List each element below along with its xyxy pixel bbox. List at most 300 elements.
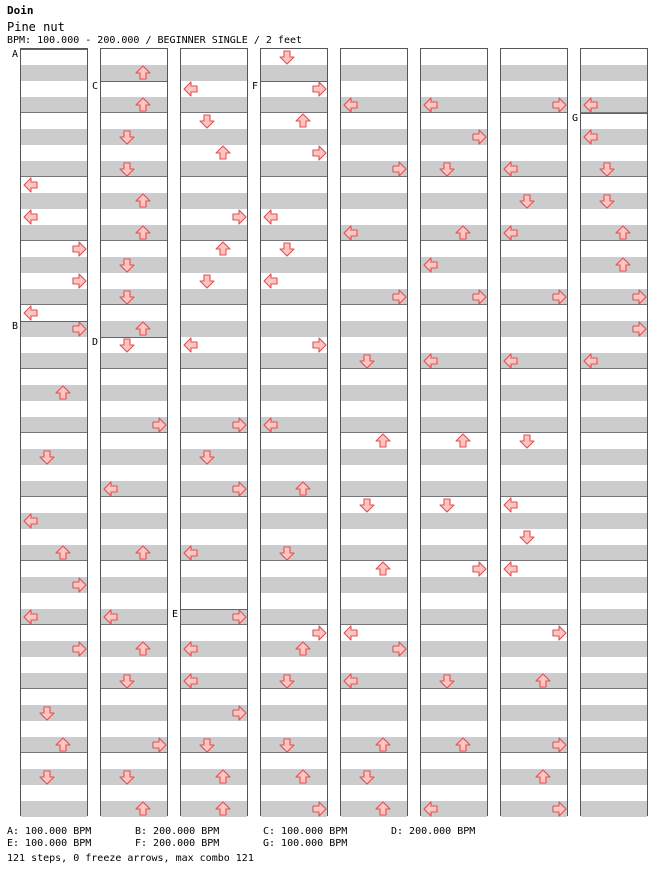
beat-band (341, 737, 407, 753)
beat-band (421, 513, 487, 529)
beat-band (21, 257, 87, 273)
up-arrow-icon (215, 801, 231, 817)
beat-band (21, 481, 87, 497)
beat-band (21, 353, 87, 369)
left-arrow-icon (23, 305, 39, 321)
beat-band (21, 225, 87, 241)
beat-band (581, 737, 647, 753)
up-arrow-icon (295, 113, 311, 129)
left-arrow-icon (423, 257, 439, 273)
up-arrow-icon (455, 225, 471, 241)
left-arrow-icon (503, 497, 519, 513)
measure-line (21, 112, 87, 113)
beat-band (261, 481, 327, 497)
right-arrow-icon (551, 737, 567, 753)
right-arrow-icon (311, 145, 327, 161)
up-arrow-icon (295, 769, 311, 785)
measure-line (101, 560, 167, 561)
up-arrow-icon (375, 801, 391, 817)
down-arrow-icon (279, 241, 295, 257)
beat-band (581, 577, 647, 593)
beat-band (581, 481, 647, 497)
up-arrow-icon (135, 193, 151, 209)
beat-band (501, 673, 567, 689)
measure-line (341, 432, 407, 433)
step-summary: 121 steps, 0 freeze arrows, max combo 121 (7, 853, 254, 864)
beat-band (101, 513, 167, 529)
measure-line (581, 560, 647, 561)
right-arrow-icon (471, 289, 487, 305)
artist-name: Doin (7, 4, 34, 17)
beat-band (501, 577, 567, 593)
beat-band (341, 321, 407, 337)
beat-band (261, 257, 327, 273)
up-arrow-icon (215, 241, 231, 257)
beat-band (101, 385, 167, 401)
beat-band (181, 513, 247, 529)
beat-band (421, 385, 487, 401)
beat-band (501, 769, 567, 785)
bpm-change-line (581, 113, 647, 114)
beat-band (101, 801, 167, 817)
right-arrow-icon (631, 289, 647, 305)
down-arrow-icon (439, 673, 455, 689)
up-arrow-icon (215, 769, 231, 785)
down-arrow-icon (279, 737, 295, 753)
left-arrow-icon (183, 641, 199, 657)
left-arrow-icon (503, 353, 519, 369)
down-arrow-icon (39, 449, 55, 465)
beat-band (501, 609, 567, 625)
beat-band (581, 449, 647, 465)
up-arrow-icon (135, 641, 151, 657)
beat-band (261, 609, 327, 625)
left-arrow-icon (23, 609, 39, 625)
beat-band (21, 289, 87, 305)
beat-band (581, 705, 647, 721)
up-arrow-icon (135, 801, 151, 817)
beat-band (421, 545, 487, 561)
right-arrow-icon (71, 241, 87, 257)
beat-band (261, 353, 327, 369)
right-arrow-icon (391, 289, 407, 305)
up-arrow-icon (55, 545, 71, 561)
up-arrow-icon (135, 97, 151, 113)
beat-band (261, 161, 327, 177)
beat-band (501, 417, 567, 433)
down-arrow-icon (119, 289, 135, 305)
left-arrow-icon (423, 801, 439, 817)
left-arrow-icon (263, 209, 279, 225)
bpm-legend-item: E: 100.000 BPM (7, 838, 92, 849)
beat-band (581, 513, 647, 529)
measure-line (581, 624, 647, 625)
bpm-change-label: D (92, 337, 99, 348)
beat-band (101, 449, 167, 465)
right-arrow-icon (631, 321, 647, 337)
beat-band (421, 481, 487, 497)
down-arrow-icon (439, 161, 455, 177)
beat-band (501, 705, 567, 721)
left-arrow-icon (583, 97, 599, 113)
bpm-change-label: F (252, 81, 259, 92)
beat-band (581, 65, 647, 81)
left-arrow-icon (263, 273, 279, 289)
left-arrow-icon (423, 353, 439, 369)
down-arrow-icon (519, 193, 535, 209)
beat-band (21, 545, 87, 561)
beat-band (21, 673, 87, 689)
up-arrow-icon (615, 225, 631, 241)
down-arrow-icon (599, 161, 615, 177)
beat-band (421, 641, 487, 657)
up-arrow-icon (295, 481, 311, 497)
left-arrow-icon (343, 673, 359, 689)
beat-band (181, 385, 247, 401)
beat-band (421, 609, 487, 625)
down-arrow-icon (119, 129, 135, 145)
beat-band (581, 801, 647, 817)
beat-band (341, 801, 407, 817)
measure-line (21, 432, 87, 433)
measure-line (421, 240, 487, 241)
beat-band (181, 801, 247, 817)
left-arrow-icon (183, 673, 199, 689)
right-arrow-icon (231, 417, 247, 433)
right-arrow-icon (551, 801, 567, 817)
beat-band (581, 641, 647, 657)
down-arrow-icon (119, 257, 135, 273)
measure-line (21, 496, 87, 497)
left-arrow-icon (23, 209, 39, 225)
down-arrow-icon (39, 705, 55, 721)
bpm-change-label: G (572, 113, 579, 124)
right-arrow-icon (471, 129, 487, 145)
beat-band (181, 97, 247, 113)
beat-band (261, 97, 327, 113)
left-arrow-icon (23, 177, 39, 193)
down-arrow-icon (119, 673, 135, 689)
bpm-legend-item: G: 100.000 BPM (263, 838, 348, 849)
beat-band (261, 641, 327, 657)
beat-band (181, 65, 247, 81)
measure-line (101, 112, 167, 113)
left-arrow-icon (503, 225, 519, 241)
measure-line (21, 560, 87, 561)
up-arrow-icon (215, 145, 231, 161)
beat-band (501, 641, 567, 657)
left-arrow-icon (503, 561, 519, 577)
measure-line (21, 752, 87, 753)
left-arrow-icon (343, 625, 359, 641)
beat-band (581, 417, 647, 433)
bpm-legend-item: A: 100.000 BPM (7, 826, 92, 837)
beat-band (501, 321, 567, 337)
measure-line (101, 368, 167, 369)
beat-band (101, 353, 167, 369)
right-arrow-icon (311, 81, 327, 97)
measure-line (501, 688, 567, 689)
beat-band (261, 289, 327, 305)
measure-line (21, 368, 87, 369)
up-arrow-icon (535, 673, 551, 689)
down-arrow-icon (39, 769, 55, 785)
right-arrow-icon (71, 321, 87, 337)
chart-column-3 (172, 48, 248, 816)
beat-band (261, 449, 327, 465)
measure-line (181, 240, 247, 241)
bpm-change-label: A (12, 49, 19, 60)
up-arrow-icon (375, 561, 391, 577)
down-arrow-icon (599, 193, 615, 209)
beat-band (501, 65, 567, 81)
right-arrow-icon (231, 609, 247, 625)
beat-band (341, 609, 407, 625)
bpm-legend-item: D: 200.000 BPM (391, 826, 476, 837)
beat-band (341, 545, 407, 561)
measure-line (181, 176, 247, 177)
up-arrow-icon (455, 737, 471, 753)
beat-band (101, 225, 167, 241)
down-arrow-icon (119, 337, 135, 353)
measure-line (581, 688, 647, 689)
up-arrow-icon (535, 769, 551, 785)
down-arrow-icon (199, 449, 215, 465)
right-arrow-icon (311, 801, 327, 817)
up-arrow-icon (135, 225, 151, 241)
beat-band (341, 705, 407, 721)
chart-column-7 (500, 48, 568, 816)
up-arrow-icon (455, 433, 471, 449)
beat-band (101, 97, 167, 113)
beat-band (501, 257, 567, 273)
beat-band (21, 65, 87, 81)
beat-band (341, 129, 407, 145)
beat-band (101, 641, 167, 657)
chart-column-8 (572, 48, 648, 816)
beat-band (181, 193, 247, 209)
beat-band (261, 513, 327, 529)
beat-band (341, 417, 407, 433)
left-arrow-icon (583, 129, 599, 145)
left-arrow-icon (183, 337, 199, 353)
beat-band (501, 385, 567, 401)
bpm-change-label: C (92, 81, 99, 92)
right-arrow-icon (551, 289, 567, 305)
beat-band (421, 321, 487, 337)
beat-band (581, 769, 647, 785)
beat-band (341, 481, 407, 497)
right-arrow-icon (231, 209, 247, 225)
beat-band (21, 161, 87, 177)
beat-band (341, 65, 407, 81)
right-arrow-icon (471, 561, 487, 577)
down-arrow-icon (359, 353, 375, 369)
beat-band (261, 225, 327, 241)
up-arrow-icon (615, 257, 631, 273)
bpm-change-line (21, 49, 87, 50)
down-arrow-icon (439, 497, 455, 513)
measure-line (341, 560, 407, 561)
down-arrow-icon (199, 113, 215, 129)
beat-band (261, 769, 327, 785)
beat-band (501, 513, 567, 529)
beat-band (341, 257, 407, 273)
beat-band (421, 705, 487, 721)
beat-band (421, 65, 487, 81)
beat-band (21, 417, 87, 433)
beat-band (21, 801, 87, 817)
bpm-legend-item: F: 200.000 BPM (135, 838, 220, 849)
right-arrow-icon (391, 641, 407, 657)
beat-band (181, 225, 247, 241)
measure-line (581, 240, 647, 241)
bpm-change-label: B (12, 321, 19, 332)
down-arrow-icon (519, 433, 535, 449)
beat-band (581, 545, 647, 561)
left-arrow-icon (263, 417, 279, 433)
chart-info: BPM: 100.000 - 200.000 / BEGINNER SINGLE / 2 feet (7, 35, 303, 46)
beat-band (181, 769, 247, 785)
beat-band (421, 417, 487, 433)
measure-line (261, 176, 327, 177)
beat-band (181, 577, 247, 593)
beat-band (101, 545, 167, 561)
measure-line (261, 112, 327, 113)
beat-band (181, 161, 247, 177)
beat-band (101, 321, 167, 337)
chart-column-1 (12, 48, 88, 816)
right-arrow-icon (391, 161, 407, 177)
measure-line (421, 624, 487, 625)
up-arrow-icon (55, 385, 71, 401)
right-arrow-icon (71, 577, 87, 593)
up-arrow-icon (135, 65, 151, 81)
left-arrow-icon (583, 353, 599, 369)
beat-band (261, 129, 327, 145)
beat-band (21, 737, 87, 753)
beat-band (421, 769, 487, 785)
left-arrow-icon (103, 481, 119, 497)
right-arrow-icon (71, 273, 87, 289)
beat-band (181, 257, 247, 273)
beat-band (21, 385, 87, 401)
beat-band (501, 449, 567, 465)
up-arrow-icon (295, 641, 311, 657)
bpm-legend-item: C: 100.000 BPM (263, 826, 348, 837)
down-arrow-icon (519, 529, 535, 545)
up-arrow-icon (135, 321, 151, 337)
measure-line (261, 304, 327, 305)
measure-line (101, 240, 167, 241)
right-arrow-icon (551, 97, 567, 113)
right-arrow-icon (71, 641, 87, 657)
song-title: Pine nut (7, 20, 65, 34)
beat-band (21, 97, 87, 113)
beat-band (581, 225, 647, 241)
down-arrow-icon (119, 769, 135, 785)
measure-line (581, 432, 647, 433)
beat-band (501, 481, 567, 497)
left-arrow-icon (183, 545, 199, 561)
beat-band (581, 673, 647, 689)
right-arrow-icon (231, 481, 247, 497)
beat-band (101, 65, 167, 81)
right-arrow-icon (151, 417, 167, 433)
beat-band (261, 321, 327, 337)
chart-column-5 (340, 48, 408, 816)
chart-column-2 (92, 48, 168, 816)
beat-band (261, 577, 327, 593)
beat-band (421, 225, 487, 241)
beat-band (21, 129, 87, 145)
left-arrow-icon (183, 81, 199, 97)
measure-line (21, 688, 87, 689)
beat-band (181, 129, 247, 145)
beat-band (101, 577, 167, 593)
right-arrow-icon (231, 705, 247, 721)
measure-line (261, 496, 327, 497)
beat-band (581, 257, 647, 273)
measure-line (581, 752, 647, 753)
down-arrow-icon (119, 161, 135, 177)
right-arrow-icon (311, 337, 327, 353)
beat-band (421, 449, 487, 465)
bpm-change-line (101, 81, 167, 82)
left-arrow-icon (103, 609, 119, 625)
beat-band (341, 449, 407, 465)
left-arrow-icon (503, 161, 519, 177)
beat-band (341, 385, 407, 401)
beat-band (181, 321, 247, 337)
beat-band (501, 545, 567, 561)
left-arrow-icon (423, 97, 439, 113)
right-arrow-icon (551, 625, 567, 641)
beat-band (261, 193, 327, 209)
down-arrow-icon (279, 545, 295, 561)
measure-line (421, 752, 487, 753)
beat-band (21, 193, 87, 209)
beat-band (181, 353, 247, 369)
bpm-change-label: E (172, 609, 179, 620)
beat-band (261, 385, 327, 401)
up-arrow-icon (375, 737, 391, 753)
beat-band (421, 193, 487, 209)
right-arrow-icon (311, 625, 327, 641)
left-arrow-icon (23, 513, 39, 529)
measure-line (181, 368, 247, 369)
beat-band (101, 193, 167, 209)
beat-band (581, 609, 647, 625)
beat-band (261, 705, 327, 721)
beat-band (261, 65, 327, 81)
measure-line (181, 304, 247, 305)
left-arrow-icon (343, 225, 359, 241)
measure-line (421, 432, 487, 433)
up-arrow-icon (375, 433, 391, 449)
beat-band (581, 385, 647, 401)
chart-column-4 (252, 48, 328, 816)
beat-band (101, 705, 167, 721)
bpm-legend-item: B: 200.000 BPM (135, 826, 220, 837)
beat-band (341, 193, 407, 209)
up-arrow-icon (55, 737, 71, 753)
right-arrow-icon (151, 737, 167, 753)
beat-band (501, 129, 567, 145)
down-arrow-icon (359, 497, 375, 513)
down-arrow-icon (359, 769, 375, 785)
left-arrow-icon (343, 97, 359, 113)
